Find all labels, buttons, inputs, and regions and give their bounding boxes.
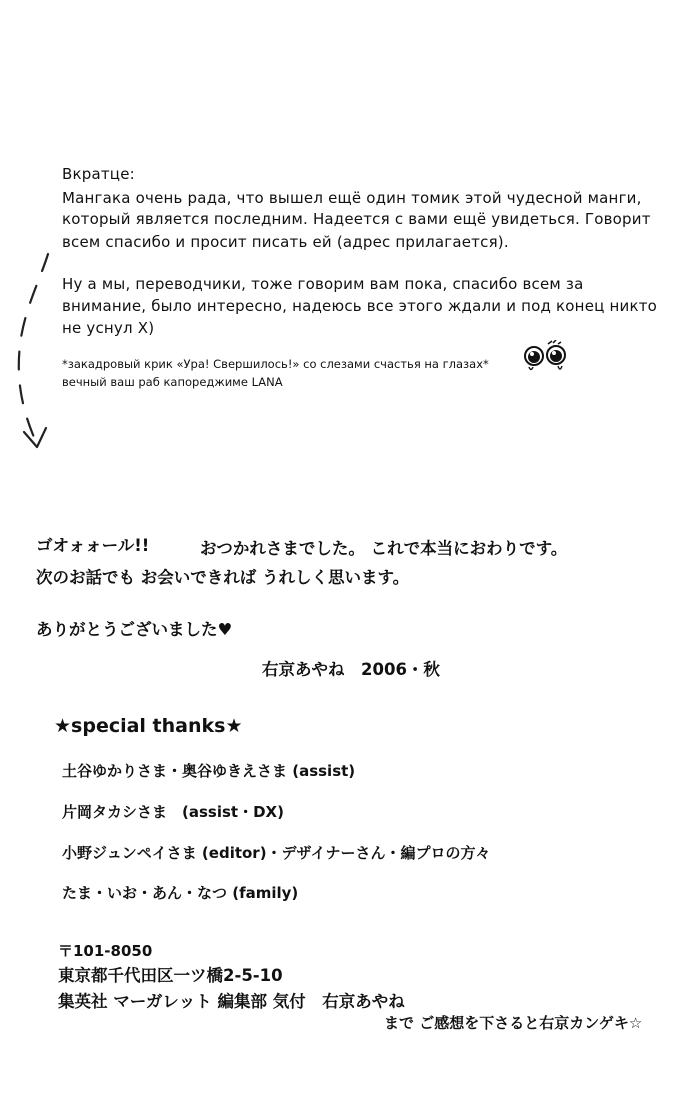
translator-para1-line1: Мангака очень рада, что вышел ещё один томик этой чудесной манги, xyxy=(62,189,642,207)
translator-para2-line3: не уснул X) xyxy=(62,319,155,337)
translator-para1-line2: который является последним. Надеется с вами ещё увидеться. Говорит xyxy=(62,210,651,228)
translator-heading: Вкратце: xyxy=(62,165,135,183)
address-line2: 集英社 マーガレット 編集部 気付 右京あやね xyxy=(58,992,405,1011)
special-thanks-item: 片岡タカシさま (assist・DX) xyxy=(62,803,284,821)
translator-para1-line3: всем спасибо и просит писать ей (адрес прилагается). xyxy=(62,233,509,251)
postal-code: 〒101-8050 xyxy=(58,942,153,960)
special-thanks-item: 土谷ゆかりさま・奥谷ゆきえさま (assist) xyxy=(62,762,356,780)
address-line3: まで ご感想を下さると右京カンゲキ☆ xyxy=(384,1014,643,1032)
special-thanks-item: 小野ジュンペイさま (editor)・デザイナーさん・編プロの方々 xyxy=(62,844,491,862)
translator-para2-line1: Ну а мы, переводчики, тоже говорим вам пока, спасибо всем за xyxy=(62,275,584,293)
translator-para2-line2: внимание, было интересно, надеюсь все этого ждали и под конец никто xyxy=(62,297,658,315)
afterword-line2: 次のお話でも お会いできれば うれしく思います。 xyxy=(36,568,410,587)
translator-footnote-line2: вечный ваш раб капореджиме LANA xyxy=(62,375,283,389)
afterword-line1: おつかれさまでした。 これで本当におわりです。 xyxy=(200,539,568,558)
afterword-goal: ゴオォォール!! xyxy=(36,536,150,555)
afterword-thanks: ありがとうございました♥ xyxy=(36,620,233,639)
teary-eyes-icon xyxy=(520,340,572,374)
address-line1: 東京都千代田区一ツ橋2-5-10 xyxy=(58,966,283,985)
translator-footnote-line1: *закадровый крик «Ура! Свершилось!» со слезами счастья на глазах* xyxy=(62,357,489,371)
special-thanks-title: ★special thanks★ xyxy=(54,715,243,737)
special-thanks-item: たま・いお・あん・なつ (family) xyxy=(62,884,299,902)
afterword-signature: 右京あやね 2006・秋 xyxy=(262,660,440,679)
dashed-arrow-icon xyxy=(10,250,60,460)
